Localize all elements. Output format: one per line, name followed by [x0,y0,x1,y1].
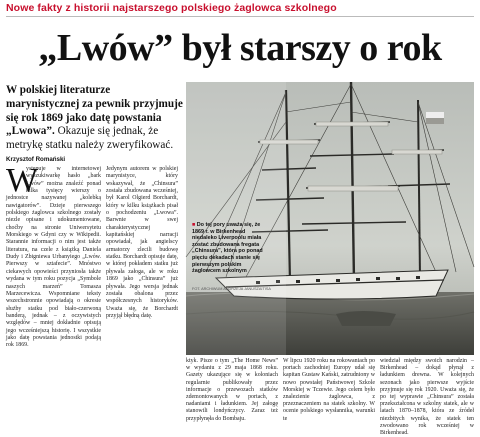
ship-photo [186,82,474,355]
photo-credit: FOT. ARCHIWUM ANDRZEJA JANUSZAITISA [192,287,271,291]
article-headline: „Lwów” był starszy o rok [38,27,442,69]
lead-regular: Okazuje się jednak, że metrykę statku należy zweryfikować. [6,125,174,152]
body-text-1: ystępuje w internetowej wyszukiwarkę hasło „bark Lwów” można znaleźć ponad kilka tysięcy wierszy o jednostce nazywanej „kolebką nawigatorów”. Dzieje pierwszego polskiego żaglowca szkolnego zostały niezle opisane i udokumentowane, choćby na stronie Uniwersytetu Morskiego w Gdyni czy w Wikipedii. Starannie informacji o nim jest także literatura, na czele z książką Daniela Dudy i Zbigniewa Urbanyiego „Lwów. Pierwszy w sztafecie”. Mnóstwo ciekawych opowieści przyniosła także wydana w tym roku pozycja „Symbole naszych marzeń” Tomasza Marzecewicza. Wspomniane teksty wszechstronnie opowiadają o okresie służby statku pod biało-czerwoną banderą, jednak – z oczywistych względów – mniej dokładnie opisują jego wcześniejszą historię. I wszystkie jako datę powstania jednostki podają rok 1869. [6,166,101,349]
drop-cap: W [6,162,39,199]
caption-bullet-icon: ■ [192,222,197,228]
photo-caption [192,222,268,275]
body-text-2: Jedynym autorem w polskiej marynistyce, który wskazywał, że „Chinsura” została zbudowana wcześniej, był Karol Olgierd Borchardt, który w kilku książkach pisał o pochodzeniu „Lwowa”. Barwnie w swej charakterystycznej kapitańskiej narracji opowiadał, jak angielscy armatorzy zlecili budowę statku. Borchardt opisuje datę, w której pokładem statku już pływała załoga, ale w roku 1869 jako „Chinsura” już pływała. Jego wersja jednak została obalona przez współczesnych historyków. Uważa się, że Borchardt przyjął błędną datę. [106,166,178,319]
section-kicker: Nowe fakty z historii najstarszego polskiego żaglowca szkolnego [6,2,337,14]
article-lead [6,84,186,153]
sailing-ship-illustration [186,82,474,355]
body-column-3: ktyk. Pisze o tym „The Home News” w wydaniu z 29 maja 1868 roku. Gazety ukazujące się w koloniach regularnie publikowały przez informacje o przewozach statków zdemontowanych w portach, z nadaniami i ładunkiem. Jej załogę stanowili londyńczycy. Zaraz też przypłynęła do Bombaju. [186,358,278,422]
lead-bold: W polskiej literaturze marynistycznej za pewnik przyjmuje się rok 1869 jako datę powstania „Lwowa”. [6,84,183,138]
body-column-5: wiedział między swoich narodzin – Birkenhead – dokąd płynął z ładunkiem drewna. W kolejnych sezonach jako pierwsze wyjście przyjmuje się rok 1920. Uważa się, że po tej wyprawie „Chinsura” została przekształcona w szkolny statek, ale w latach 1870–1878, która ze źródeł niezbitych wynika, że statek ten zwodowano rok wcześniej w Birkenhead. [380,358,474,437]
dropcap-space [6,166,26,192]
body-column-2 [106,166,178,406]
author-byline: Krzysztof Romański [6,156,66,163]
caption-text: Do tej pory uważa się, że 1869 r. w Birkenhead niedaleko Liverpoolu miała zostać zbudowana fregata „Chinsura”, która po ponad pięciu dekadach stanie się pierwszym polskim żaglowcem szkolnym [192,222,263,275]
body-column-1 [6,162,101,406]
kicker-divider [6,16,474,17]
body-column-4: W lipcu 1920 roku na rokowaniach po portach zachodniej Europy udał się kapitan Gustaw Kański, zatrudniony w nowo powstałej Państwowej Szkole Morskiej w Tczewie. Jego celem było znalezienie żaglowca, z przeznaczeniem na statek szkolny. W ocenie polskiego wysłannika, warunki te [283,358,375,422]
